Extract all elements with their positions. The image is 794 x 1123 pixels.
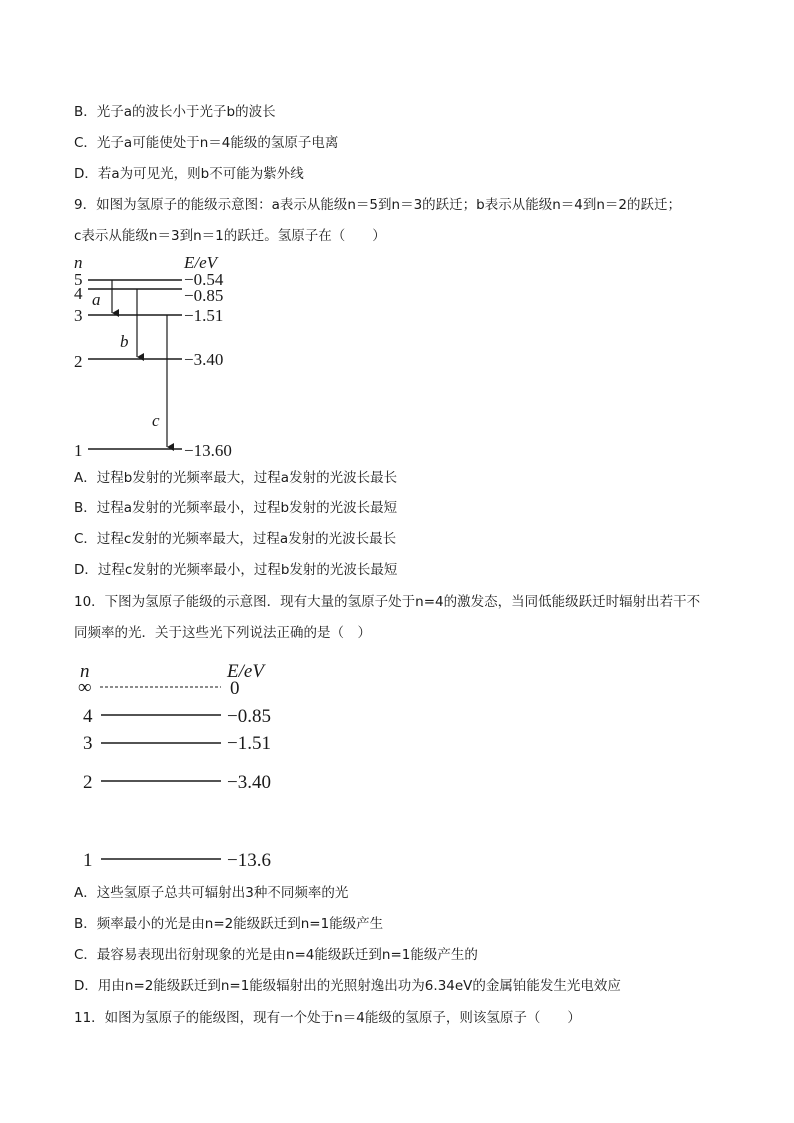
- q9-level-energy: −0.85: [184, 286, 224, 305]
- q9-option-b: B．过程a发射的光频率最小，过程b发射的光波长最短: [74, 500, 398, 516]
- q9-level-n: 2: [74, 352, 83, 371]
- q10-level-n: 3: [83, 733, 93, 754]
- q9-option-c: C．过程c发射的光频率最大，过程a发射的光波长最长: [74, 531, 397, 547]
- q10-level-energy: −13.6: [227, 850, 271, 871]
- q11-stem: 11．如图为氢原子的能级图，现有一个处于n＝4能级的氢原子，则该氢原子（ ）: [74, 1010, 581, 1026]
- q10-stem-line1: 10．下图为氢原子能级的示意图．现有大量的氢原子处于n=4的激发态，当同低能级跃迁时辐射出若干不: [74, 594, 701, 610]
- q10-option-d: D．用由n=2能级跃迁到n=1能级辐射出的光照射逸出功为6.34eV的金属铂能发生光电效应: [74, 978, 621, 994]
- q10-level-n: ∞: [78, 677, 92, 698]
- q10-level-energy: −3.40: [227, 772, 271, 793]
- q8-option-d: D．若a为可见光，则b不可能为紫外线: [74, 166, 304, 182]
- q9-level-n: 1: [74, 441, 83, 460]
- q10-level-energy: −1.51: [227, 733, 271, 754]
- q9-stem-line2: c表示从能级n＝3到n＝1的跃迁。氢原子在（ ）: [74, 228, 386, 244]
- q10-level-energy: −0.85: [227, 706, 271, 727]
- q10-energy-axis-label: E/eV: [227, 661, 264, 682]
- q9-level-n: 4: [74, 284, 83, 303]
- q9-option-a: A．过程b发射的光频率最大，过程a发射的光波长最长: [74, 470, 398, 486]
- q9-level-energy: −0.54: [184, 270, 224, 289]
- q10-n-axis-label: n: [80, 661, 90, 682]
- q9-transition-a-label: a: [92, 290, 101, 309]
- q9-stem-line1: 9．如图为氢原子的能级示意图：a表示从能级n＝5到n＝3的跃迁；b表示从能级n＝4到n＝2的跃迁；: [74, 197, 682, 213]
- q10-level-energy: 0: [230, 678, 240, 699]
- q10-stem-line2: 同频率的光．关于这些光下列说法正确的是（ ）: [74, 625, 371, 641]
- q9-transition-b-label: b: [120, 332, 129, 351]
- q9-level-energy: −3.40: [184, 350, 224, 369]
- q9-transition-c-label: c: [152, 411, 160, 430]
- q8-option-c: C．光子a可能使处于n＝4能级的氢原子电离: [74, 135, 339, 151]
- q9-n-axis-label: n: [74, 253, 83, 272]
- q10-option-b: B．频率最小的光是由n=2能级跃迁到n=1能级产生: [74, 916, 384, 932]
- q9-energy-level-diagram: [0, 248, 300, 463]
- q10-level-n: 1: [83, 850, 93, 871]
- q9-level-n: 5: [74, 270, 83, 289]
- q9-option-d: D．过程c发射的光频率最小，过程b发射的光波长最短: [74, 562, 398, 578]
- q10-option-a: A．这些氢原子总共可辐射出3种不同频率的光: [74, 885, 349, 901]
- q9-level-n: 3: [74, 306, 83, 325]
- q8-option-b: B．光子a的波长小于光子b的波长: [74, 104, 276, 120]
- q9-level-energy: −1.51: [184, 306, 224, 325]
- q10-level-n: 4: [83, 706, 93, 727]
- q10-option-c: C．最容易表现出衍射现象的光是由n=4能级跃迁到n=1能级产生的: [74, 947, 478, 963]
- q10-level-n: 2: [83, 772, 93, 793]
- q9-level-energy: −13.60: [184, 441, 232, 460]
- q10-energy-level-diagram: [0, 652, 320, 874]
- q9-energy-axis-label: E/eV: [184, 253, 218, 272]
